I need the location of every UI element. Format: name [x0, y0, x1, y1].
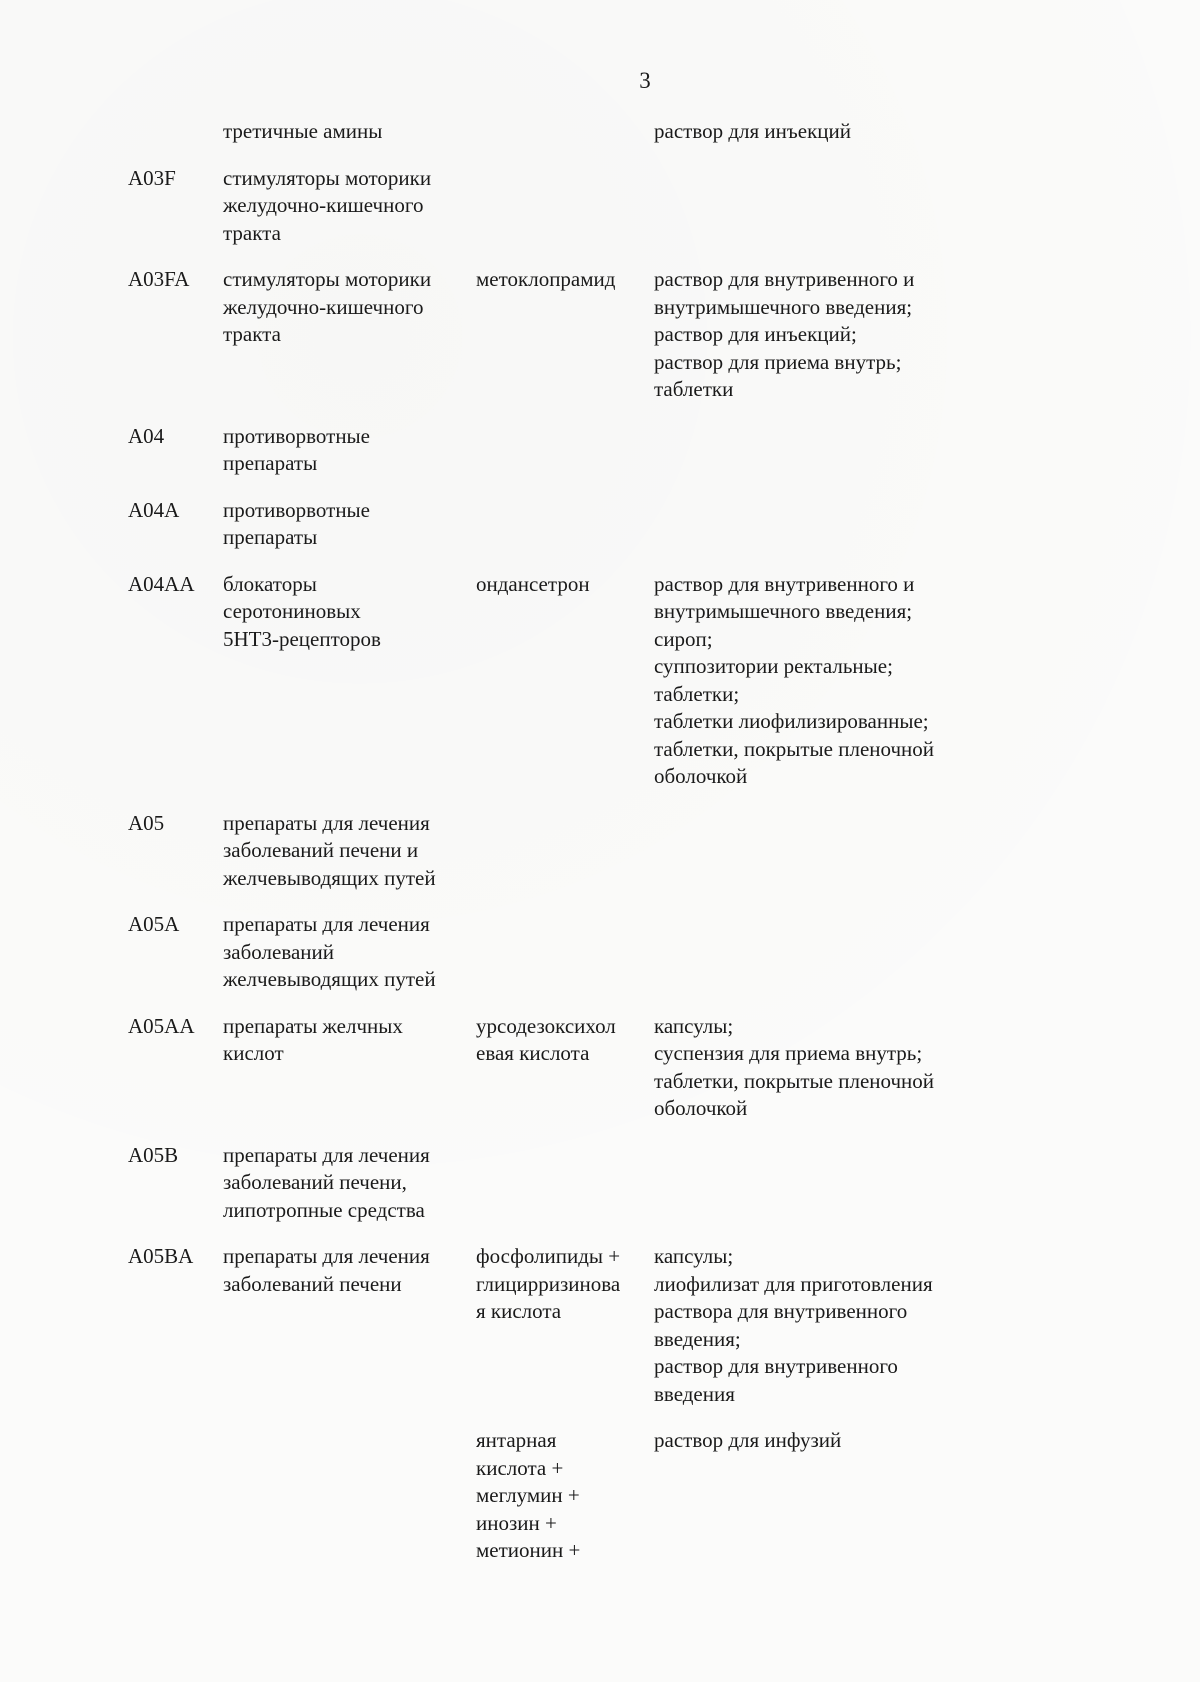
therapeutic-group: препараты желчных кислот: [223, 1013, 403, 1065]
atc-code: A04A: [128, 497, 180, 522]
atc-code: A04: [128, 423, 165, 448]
table-row: [0, 497, 1200, 552]
table-row: [0, 1142, 1200, 1225]
table-row: [0, 1427, 1200, 1565]
drug-name: фосфолипиды + глицирризинова я кислота: [476, 1244, 621, 1323]
table-row: [0, 266, 1200, 404]
table-row: [0, 423, 1200, 478]
atc-code: A03F: [128, 165, 176, 190]
dosage-form: капсулы; суспензия для приема внутрь; таблетки, покрытые пленочной оболочкой: [654, 1013, 935, 1120]
therapeutic-group: стимуляторы моторики желудочно-кишечного тракта: [223, 267, 432, 346]
dosage-form: раствор для инъекций: [654, 119, 851, 143]
atc-code: A04AA: [128, 571, 195, 596]
dosage-form: капсулы; лиофилизат для приготовления раствора для внутривенного введения; раствор для внутривенного введения: [654, 1244, 933, 1406]
atc-code: A05A: [128, 912, 180, 936]
table-row: [0, 911, 1200, 994]
drug-name: ондансетрон: [476, 571, 590, 596]
dosage-form: раствор для инфузий: [654, 1428, 842, 1452]
atc-code: A05BA: [128, 1244, 194, 1268]
atc-code: A05B: [128, 1142, 179, 1167]
drug-name: урсодезоксихол евая кислота: [476, 1013, 616, 1065]
therapeutic-group: препараты для лечения заболеваний печени и желчевыводящих путей: [223, 810, 436, 890]
therapeutic-group: стимуляторы моторики желудочно-кишечного тракта: [223, 165, 432, 245]
table-row: [0, 118, 1200, 146]
medication-table: [0, 118, 1200, 1584]
page-number: 3: [639, 68, 651, 93]
therapeutic-group: противорвотные препараты: [223, 497, 370, 549]
atc-code: A05AA: [128, 1013, 195, 1038]
table-row: [0, 1243, 1200, 1408]
therapeutic-group: блокаторы серотониновых 5HT3-рецепторов: [223, 571, 381, 651]
dosage-form: раствор для внутривенного и внутримышечного введения; раствор для инъекций; раствор для приема внутрь; таблетки: [654, 267, 915, 401]
therapeutic-group: третичные амины: [223, 119, 383, 143]
table-row: [0, 571, 1200, 791]
table-row: [0, 810, 1200, 893]
therapeutic-group: препараты для лечения заболеваний печени: [223, 1244, 430, 1296]
therapeutic-group: препараты для лечения заболеваний желчевыводящих путей: [223, 912, 436, 991]
dosage-form: раствор для внутривенного и внутримышечного введения; сироп; суппозитории ректальные; таблетки; таблетки лиофилизированные; таблетки, покрытые пленочной оболочкой: [654, 571, 935, 788]
therapeutic-group: противорвотные препараты: [223, 423, 370, 475]
drug-name: метоклопрамид: [476, 267, 616, 291]
table-row: [0, 1013, 1200, 1123]
table-row: [0, 165, 1200, 248]
drug-name: янтарная кислота + меглумин + инозин + метионин +: [476, 1428, 581, 1562]
therapeutic-group: препараты для лечения заболеваний печени, липотропные средства: [223, 1142, 430, 1222]
atc-code: A05: [128, 810, 165, 835]
atc-code: A03FA: [128, 267, 190, 291]
